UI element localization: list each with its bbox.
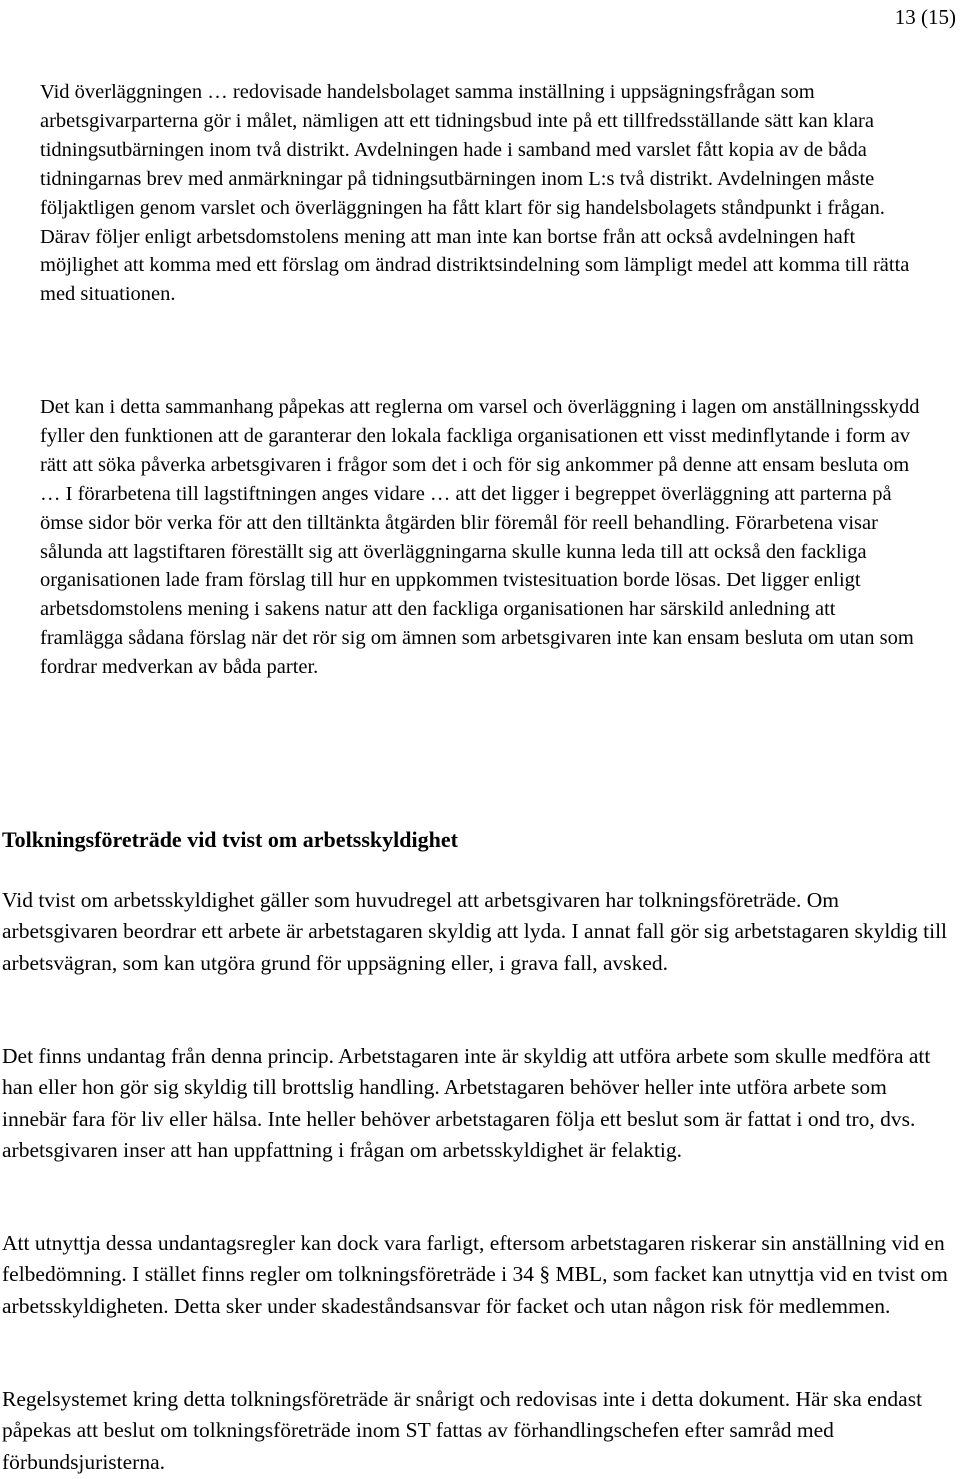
- body-paragraph: Vid tvist om arbetsskyldighet gäller som huvudregel att arbetsgivaren har tolkningsföreträde. Om arbetsgivaren beordrar ett arbete är arbetstagaren skyldig att lyda. I annat fall gör sig arbetstagaren skyldig till arbetsvägran, som kan utgöra grund för uppsägning eller, i grava fall, avsked.: [2, 888, 948, 975]
- quoted-paragraph: Det kan i detta sammanhang påpekas att reglerna om varsel och överläggning i lagen om anställningsskydd fyller den funktionen att de garanterar den lokala fackliga organisationen ett visst medinflytande i form av rätt att söka påverka arbetsgivaren i frågor som det i och för sig ankommer på denne att ensam besluta om … I förarbetena till lagstiftningen anges vidare … att det ligger i begreppet överläggning att parterna på ömse sidor bör verka för att den tilltänkta åtgärden blir föremål för reell behandling. Förarbetena visar sålunda att lagstiftaren föreställt sig att överläggningarna skulle kunna leda till att också den fackliga organisationen lade fram förslag till hur en uppkommen tvistesituation borde lösas. Det ligger enligt arbetsdomstolens mening i sakens natur att den fackliga organisationen har särskild anledning att framlägga sådana förslag när det rör sig om ämnen som arbetsgivaren inte kan ensam besluta om utan som fordrar medverkan av båda parter.: [40, 396, 920, 679]
- body-paragraph: Att utnyttja dessa undantagsregler kan dock vara farligt, eftersom arbetstagaren riskerar sin anställning vid en felbedömning. I stället finns regler om tolkningsföreträde i 34 § MBL, som facket kan utnyttja vid en tvist om arbetsskyldigheten. Detta sker under skadeståndsansvar för facket och utan någon risk för medlemmen.: [2, 1231, 948, 1318]
- section-heading: Tolkningsföreträde vid tvist om arbetsskyldighet: [2, 827, 458, 852]
- body-paragraph: Det finns undantag från denna princip. Arbetstagaren inte är skyldig att utföra arbete som skulle medföra att han eller hon gör sig skyldig till brottslig handling. Arbetstagaren behöver heller inte utföra arbete som innebär fara för liv eller hälsa. Inte heller behöver arbetstagaren följa ett beslut som är fattat i ond tro, dvs. arbetsgivaren inser att han uppfattning i frågan om arbetsskyldighet är felaktig.: [2, 1044, 931, 1163]
- page-number: 13 (15): [894, 5, 956, 29]
- body-paragraph: Regelsystemet kring detta tolkningsföreträde är snårigt och redovisas inte i detta dokument. Här ska endast påpekas att beslut om tolkningsföreträde inom ST fattas av förhandlingschefen efter samråd med förbundsjuristerna.: [2, 1387, 923, 1474]
- quoted-paragraph: Vid överläggningen … redovisade handelsbolaget samma inställning i uppsägningsfrågan som arbetsgivarparterna gör i målet, nämligen att ett tidningsbud inte på ett tillfredsställande sätt kan klara tidningsutbärningen inom två distrikt. Avdelningen hade i samband med varslet fått kopia av de båda tidningarnas brev med anmärkningar på tidningsutbärningen inom L:s två distrikt. Avdelningen måste följaktligen genom varslet och överläggningen ha fått klart för sig handelsbolagets ståndpunkt i frågan. Därav följer enligt arbetsdomstolens mening att man inte kan bortse från att också avdelningen haft möjlighet att komma med ett förslag om ändrad distriktsindelning som lämpligt medel att komma till rätta med situationen.: [40, 81, 910, 306]
